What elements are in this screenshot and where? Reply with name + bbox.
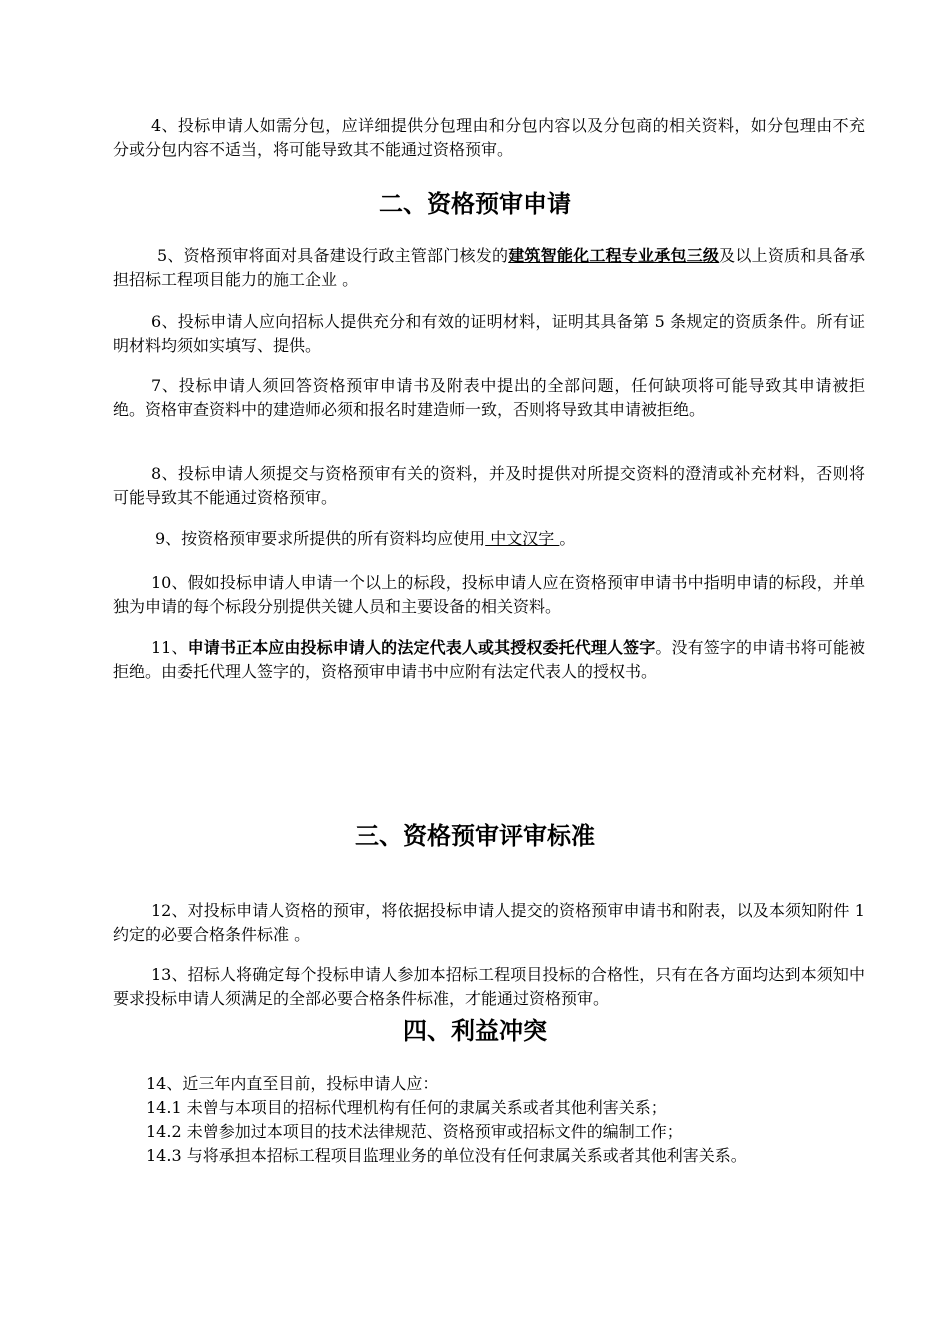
paragraph-9 [113,527,865,551]
paragraph-5 [113,244,865,292]
paragraph-5-tail: 及以上资质和具备承担招标工程项目能力的施工企业 。 [113,246,865,289]
paragraph-12: 12、对投标申请人资格的预审，将依据投标申请人提交的资格预审申请书和附表，以及本须知附件 1 约定的必要合格条件标准 。 [113,901,865,944]
paragraph-5-qualification: 建筑智能化工程专业承包三级 [508,246,720,265]
paragraph-14-intro: 14、近三年内直至目前，投标申请人应： [146,1074,439,1093]
paragraph-11 [113,636,865,684]
paragraph-13: 13、招标人将确定每个投标申请人参加本招标工程项目投标的合格性，只有在各方面均达到本须知中要求投标申请人须满足的全部必要合格条件标准，才能通过资格预审。 [113,965,865,1008]
section-heading-4: 四、利益冲突 [403,1017,547,1045]
paragraph-11-text: 。没有签字的申请书将可能被拒绝。由委托代理人签字的，资格预审申请书中应附有法定代表人的授权书。 [113,638,865,681]
paragraph-5-text: 5、资格预审将面对具备建设行政主管部门核发的 [157,246,509,265]
list-item: 14.1 未曾与本项目的招标代理机构有任何的隶属关系或者其他利害关系； [146,1098,667,1117]
paragraph-9-text: 9、按资格预审要求所提供的所有资料均应使用 [155,529,486,548]
paragraph-9-tail: 。 [559,529,576,548]
paragraph-8: 8、投标申请人须提交与资格预审有关的资料，并及时提供对所提交资料的澄清或补充材料，否则将可能导致其不能通过资格预审。 [113,464,865,507]
paragraph-7: 7、投标申请人须回答资格预审申请书及附表中提出的全部问题，任何缺项将可能导致其申请被拒绝。资格审查资料中的建造师必须和报名时建造师一致，否则将导致其申请被拒绝。 [113,376,865,419]
paragraph-6: 6、投标申请人应向招标人提供充分和有效的证明材料，证明其具备第 5 条规定的资质条件。所有证明材料均须如实填写、提供。 [113,312,865,355]
section-heading-2: 二、资格预审申请 [379,190,571,218]
paragraph-4: 4、投标申请人如需分包，应详细提供分包理由和分包内容以及分包商的相关资料，如分包理由不充分或分包内容不适当，将可能导致其不能通过资格预审。 [113,116,865,159]
paragraph-11-number: 11、 [151,638,188,657]
list-item: 14.3 与将承担本招标工程项目监理业务的单位没有任何隶属关系或者其他利害关系。 [146,1146,747,1165]
paragraph-14 [113,1072,865,1168]
list-item: 14.2 未曾参加过本项目的技术法律规范、资格预审或招标文件的编制工作； [146,1122,683,1141]
paragraph-10: 10、假如投标申请人申请一个以上的标段，投标申请人应在资格预审申请书中指明申请的标段，并单独为申请的每个标段分别提供关键人员和主要设备的相关资料。 [113,573,865,616]
paragraph-11-signature-rule: 申请书正本应由投标申请人的法定代表人或其授权委托代理人签字 [187,638,656,657]
paragraph-9-language: 中文汉字 [485,529,560,548]
section-heading-3: 三、资格预审评审标准 [355,822,595,850]
